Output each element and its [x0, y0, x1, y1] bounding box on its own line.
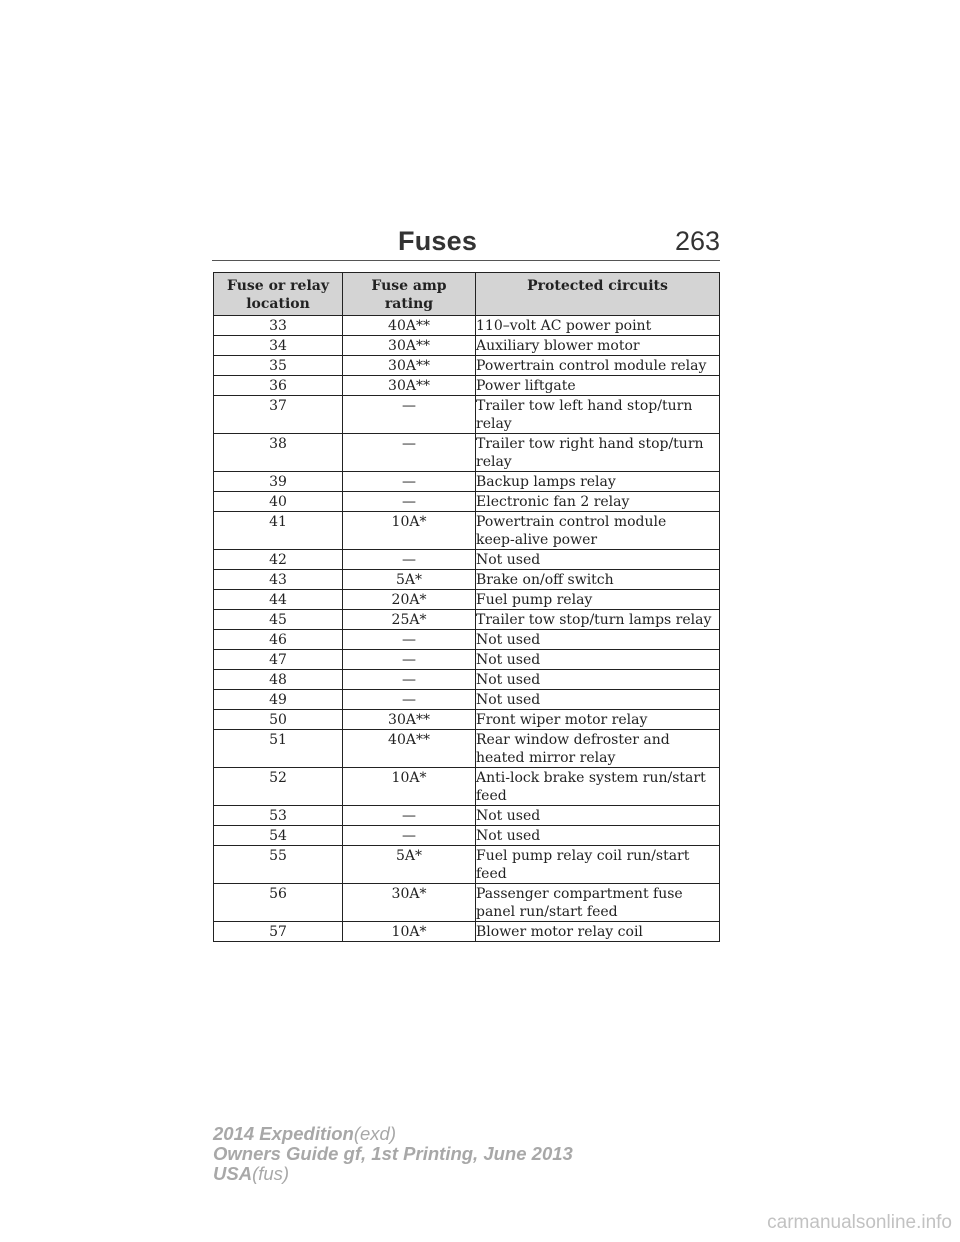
circuit-text-line: Powertrain control module — [476, 514, 667, 530]
circuit-text-line: Not used — [476, 828, 541, 844]
protected-circuit-cell — [476, 846, 720, 884]
table-row — [214, 922, 720, 942]
protected-circuit-cell — [476, 434, 720, 472]
circuit-text-line: Not used — [476, 632, 541, 648]
fuse-location-cell: 47 — [214, 650, 343, 670]
fuse-rating-cell: 5A* — [343, 570, 476, 590]
table-row — [214, 550, 720, 570]
protected-circuit-cell — [476, 396, 720, 434]
column-header-location: Fuse or relay location — [214, 273, 343, 316]
fuse-rating-cell: 30A** — [343, 376, 476, 396]
table-row — [214, 884, 720, 922]
table-row — [214, 396, 720, 434]
watermark-text: carmanualsonline.info — [767, 1212, 952, 1233]
circuit-text-line: Rear window defroster and — [476, 732, 670, 748]
fuse-location-cell: 39 — [214, 472, 343, 492]
table-row — [214, 670, 720, 690]
table-row — [214, 590, 720, 610]
column-header-circuits: Protected circuits — [476, 273, 720, 316]
circuit-text-line: Powertrain control module relay — [476, 358, 707, 374]
table-row — [214, 492, 720, 512]
circuit-text-line: Auxiliary blower motor — [476, 338, 640, 354]
circuit-text-line: Not used — [476, 692, 541, 708]
circuit-text-line: Trailer tow right hand stop/turn — [476, 436, 704, 452]
circuit-text-line: Fuel pump relay — [476, 592, 593, 608]
fuse-rating-cell: 30A* — [343, 884, 476, 922]
circuit-text-line: Fuel pump relay coil run/start — [476, 848, 690, 864]
page-number: 263 — [674, 226, 720, 256]
circuit-text-line: Not used — [476, 672, 541, 688]
table-row — [214, 730, 720, 768]
fuse-rating-cell: — — [343, 826, 476, 846]
protected-circuit-cell — [476, 610, 720, 630]
fuse-location-cell: 40 — [214, 492, 343, 512]
footer-line-3: USA(fus) — [213, 1163, 290, 1184]
fuse-rating-cell: — — [343, 650, 476, 670]
circuit-text-line: Anti-lock brake system run/start — [476, 770, 706, 786]
circuit-text-line: Brake on/off switch — [476, 572, 614, 588]
protected-circuit-cell — [476, 472, 720, 492]
circuit-text-line: Backup lamps relay — [476, 474, 616, 490]
fuse-location-cell: 57 — [214, 922, 343, 942]
fuse-location-cell: 33 — [214, 316, 343, 336]
circuit-text-line: Front wiper motor relay — [476, 712, 648, 728]
protected-circuit-cell — [476, 806, 720, 826]
circuit-text-line: Not used — [476, 652, 541, 668]
circuit-text-line: feed — [476, 866, 507, 882]
fuse-location-cell: 43 — [214, 570, 343, 590]
table-header-row — [214, 273, 720, 316]
circuit-text-line: 110–volt AC power point — [476, 318, 652, 334]
fuse-rating-cell: — — [343, 492, 476, 512]
protected-circuit-cell — [476, 356, 720, 376]
fuse-rating-cell: 40A** — [343, 730, 476, 768]
table-row — [214, 336, 720, 356]
protected-circuit-cell — [476, 710, 720, 730]
fuse-rating-cell: — — [343, 630, 476, 650]
fuse-rating-cell: 5A* — [343, 846, 476, 884]
column-header-rating: Fuse amp rating — [343, 273, 476, 316]
fuse-rating-cell: — — [343, 396, 476, 434]
fuse-rating-cell: 10A* — [343, 922, 476, 942]
fuse-rating-cell: — — [343, 806, 476, 826]
protected-circuit-cell — [476, 550, 720, 570]
table-row — [214, 512, 720, 550]
table-row — [214, 690, 720, 710]
table-row — [214, 846, 720, 884]
protected-circuit-cell — [476, 690, 720, 710]
fuse-location-cell: 36 — [214, 376, 343, 396]
table-row — [214, 710, 720, 730]
protected-circuit-cell — [476, 922, 720, 942]
circuit-text-line: Power liftgate — [476, 378, 576, 394]
circuit-text-line: Blower motor relay coil — [476, 924, 643, 940]
protected-circuit-cell — [476, 316, 720, 336]
circuit-text-line: Electronic fan 2 relay — [476, 494, 630, 510]
protected-circuit-cell — [476, 884, 720, 922]
table-row — [214, 376, 720, 396]
fuse-location-cell: 50 — [214, 710, 343, 730]
protected-circuit-cell — [476, 768, 720, 806]
protected-circuit-cell — [476, 670, 720, 690]
protected-circuit-cell — [476, 650, 720, 670]
fuse-location-cell: 54 — [214, 826, 343, 846]
fuse-location-cell: 53 — [214, 806, 343, 826]
table-row — [214, 610, 720, 630]
table-row — [214, 630, 720, 650]
circuit-text-line: Not used — [476, 808, 541, 824]
circuit-text-line: relay — [476, 454, 512, 470]
fuse-location-cell: 38 — [214, 434, 343, 472]
table-row — [214, 768, 720, 806]
fuse-location-cell: 34 — [214, 336, 343, 356]
table-row — [214, 472, 720, 492]
circuit-text-line: relay — [476, 416, 512, 432]
fuse-location-cell: 44 — [214, 590, 343, 610]
protected-circuit-cell — [476, 826, 720, 846]
fuse-location-cell: 56 — [214, 884, 343, 922]
section-title: Fuses — [398, 226, 478, 256]
circuit-text-line: keep-alive power — [476, 532, 598, 548]
fuse-rating-cell: — — [343, 690, 476, 710]
fuse-rating-cell: 10A* — [343, 768, 476, 806]
fuse-rating-cell: 30A** — [343, 710, 476, 730]
fuse-location-cell: 46 — [214, 630, 343, 650]
fuse-location-cell: 48 — [214, 670, 343, 690]
protected-circuit-cell — [476, 730, 720, 768]
protected-circuit-cell — [476, 570, 720, 590]
page-header — [212, 226, 720, 261]
fuse-table-body — [214, 316, 720, 942]
fuse-location-cell: 42 — [214, 550, 343, 570]
circuit-text-line: Trailer tow left hand stop/turn — [476, 398, 693, 414]
protected-circuit-cell — [476, 336, 720, 356]
fuse-rating-cell: — — [343, 434, 476, 472]
table-row — [214, 434, 720, 472]
footer-line-2: Owners Guide gf, 1st Printing, June 2013 — [213, 1143, 573, 1164]
footer-line-1: 2014 Expedition(exd) — [213, 1123, 397, 1144]
circuit-text-line: panel run/start feed — [476, 904, 618, 920]
protected-circuit-cell — [476, 492, 720, 512]
circuit-text-line: Not used — [476, 552, 541, 568]
fuse-rating-cell: 10A* — [343, 512, 476, 550]
circuit-text-line: heated mirror relay — [476, 750, 616, 766]
fuse-rating-cell: — — [343, 550, 476, 570]
circuit-text-line: Passenger compartment fuse — [476, 886, 683, 902]
fuse-location-cell: 37 — [214, 396, 343, 434]
fuse-location-cell: 55 — [214, 846, 343, 884]
table-row — [214, 316, 720, 336]
circuit-text-line: feed — [476, 788, 507, 804]
fuse-table — [213, 272, 720, 942]
fuse-location-cell: 41 — [214, 512, 343, 550]
fuse-rating-cell: — — [343, 472, 476, 492]
table-row — [214, 356, 720, 376]
protected-circuit-cell — [476, 630, 720, 650]
circuit-text-line: Trailer tow stop/turn lamps relay — [476, 612, 712, 628]
fuse-location-cell: 52 — [214, 768, 343, 806]
protected-circuit-cell — [476, 512, 720, 550]
fuse-rating-cell: 30A** — [343, 356, 476, 376]
protected-circuit-cell — [476, 376, 720, 396]
table-row — [214, 826, 720, 846]
document-footer — [213, 1124, 573, 1184]
fuse-location-cell: 45 — [214, 610, 343, 630]
fuse-rating-cell: 30A** — [343, 336, 476, 356]
table-row — [214, 650, 720, 670]
table-row — [214, 570, 720, 590]
table-row — [214, 806, 720, 826]
fuse-rating-cell: — — [343, 670, 476, 690]
fuse-location-cell: 35 — [214, 356, 343, 376]
protected-circuit-cell — [476, 590, 720, 610]
fuse-rating-cell: 20A* — [343, 590, 476, 610]
fuse-rating-cell: 25A* — [343, 610, 476, 630]
fuse-location-cell: 49 — [214, 690, 343, 710]
fuse-rating-cell: 40A** — [343, 316, 476, 336]
fuse-location-cell: 51 — [214, 730, 343, 768]
